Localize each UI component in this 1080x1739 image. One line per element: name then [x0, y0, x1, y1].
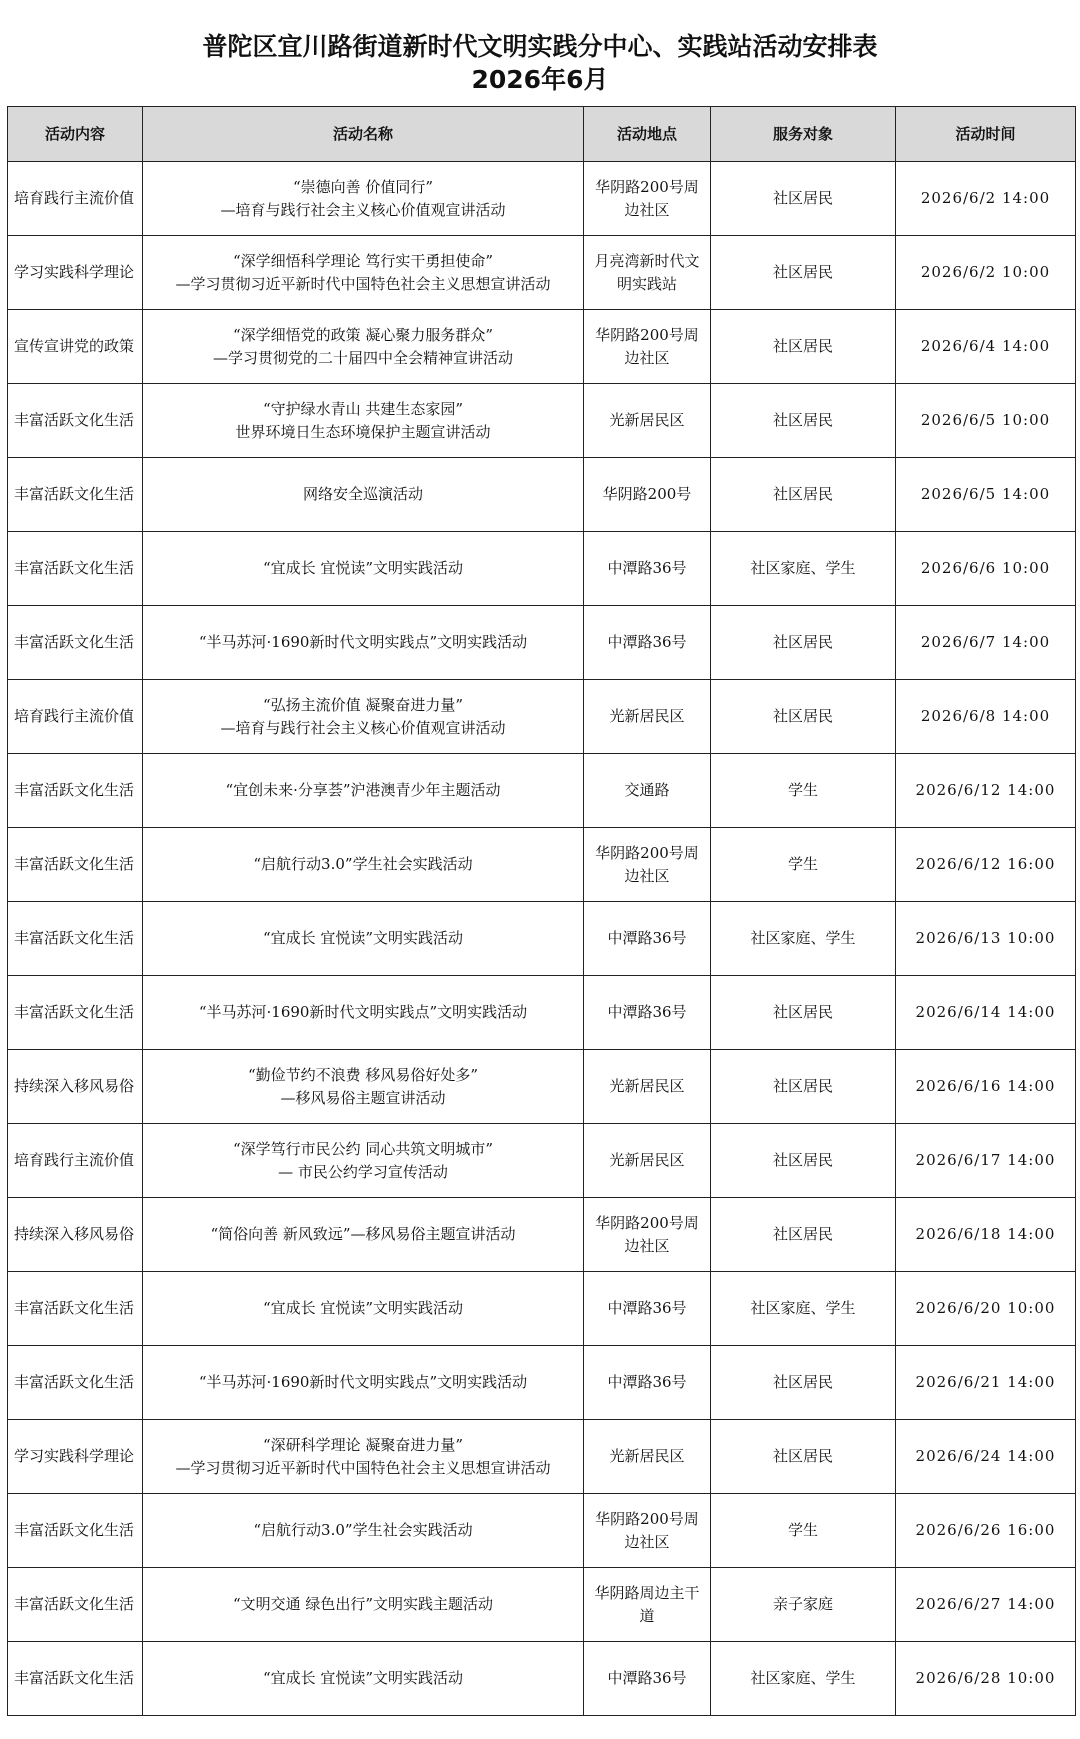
cell-service-target: 社区家庭、学生	[711, 902, 896, 976]
cell-activity-time: 2026/6/8 14:00	[896, 680, 1076, 754]
table-row	[8, 1050, 1076, 1124]
cell-activity-time: 2026/6/12 14:00	[896, 754, 1076, 828]
activity-name-line: “守护绿水青山 共建生态家园”	[262, 399, 464, 418]
activity-name-line: —学习贯彻党的二十届四中全会精神宣讲活动	[212, 348, 513, 367]
table-row	[8, 1272, 1076, 1346]
cell-activity-place: 华阴路200号周边社区	[584, 162, 711, 236]
cell-activity-name	[143, 1272, 584, 1346]
cell-activity-name	[143, 236, 584, 310]
cell-activity-time: 2026/6/7 14:00	[896, 606, 1076, 680]
cell-service-target: 社区居民	[711, 236, 896, 310]
cell-activity-place: 华阴路200号	[584, 458, 711, 532]
cell-activity-place: 中潭路36号	[584, 902, 711, 976]
activity-name-line: “宜创未来·分享荟”沪港澳青少年主题活动	[225, 781, 501, 799]
cell-activity-place: 华阴路200号周边社区	[584, 1198, 711, 1272]
activity-name-line: “半马苏河·1690新时代文明实践点”文明实践活动	[198, 1003, 528, 1021]
activity-name-line: “深学笃行市民公约 同心共筑文明城市”	[232, 1139, 494, 1158]
cell-activity-place: 中潭路36号	[584, 1272, 711, 1346]
cell-activity-content: 丰富活跃文化生活	[8, 1272, 143, 1346]
cell-activity-name	[143, 680, 584, 754]
document-subtitle-month: 2026年6月	[471, 65, 609, 94]
table-row	[8, 532, 1076, 606]
cell-service-target: 社区家庭、学生	[711, 1642, 896, 1716]
cell-activity-content: 丰富活跃文化生活	[8, 1494, 143, 1568]
activity-name-line: “启航行动3.0”学生社会实践活动	[253, 855, 473, 873]
cell-activity-content: 丰富活跃文化生活	[8, 384, 143, 458]
activity-name-line: “弘扬主流价值 凝聚奋进力量”	[262, 695, 464, 714]
cell-activity-content: 培育践行主流价值	[8, 162, 143, 236]
cell-activity-place: 中潭路36号	[584, 1346, 711, 1420]
cell-activity-name	[143, 976, 584, 1050]
cell-service-target: 社区居民	[711, 384, 896, 458]
table-row	[8, 754, 1076, 828]
cell-activity-name	[143, 1494, 584, 1568]
cell-activity-content: 丰富活跃文化生活	[8, 1642, 143, 1716]
activity-name-line: —学习贯彻习近平新时代中国特色社会主义思想宣讲活动	[175, 274, 551, 293]
cell-activity-place: 光新居民区	[584, 680, 711, 754]
cell-activity-place: 交通路	[584, 754, 711, 828]
table-row	[8, 1568, 1076, 1642]
activity-name-line: “宜成长 宜悦读”文明实践活动	[262, 1669, 464, 1687]
cell-activity-time: 2026/6/18 14:00	[896, 1198, 1076, 1272]
cell-activity-content: 丰富活跃文化生活	[8, 902, 143, 976]
cell-activity-time: 2026/6/21 14:00	[896, 1346, 1076, 1420]
activity-name-line: — 市民公约学习宣传活动	[278, 1162, 448, 1181]
cell-service-target: 社区家庭、学生	[711, 532, 896, 606]
table-header	[8, 107, 1076, 162]
table-row	[8, 1124, 1076, 1198]
cell-activity-time: 2026/6/27 14:00	[896, 1568, 1076, 1642]
cell-activity-place: 中潭路36号	[584, 976, 711, 1050]
cell-service-target: 学生	[711, 754, 896, 828]
cell-activity-time: 2026/6/24 14:00	[896, 1420, 1076, 1494]
activity-name-line: “宜成长 宜悦读”文明实践活动	[262, 1299, 464, 1317]
activity-name-line: —移风易俗主题宣讲活动	[280, 1088, 446, 1107]
activity-name-line: “半马苏河·1690新时代文明实践点”文明实践活动	[198, 633, 528, 651]
cell-service-target: 社区居民	[711, 162, 896, 236]
cell-activity-place: 光新居民区	[584, 1050, 711, 1124]
cell-activity-place: 中潭路36号	[584, 532, 711, 606]
cell-activity-time: 2026/6/16 14:00	[896, 1050, 1076, 1124]
cell-activity-content: 学习实践科学理论	[8, 1420, 143, 1494]
cell-activity-place: 中潭路36号	[584, 1642, 711, 1716]
cell-activity-place: 中潭路36号	[584, 606, 711, 680]
activity-name-line: “启航行动3.0”学生社会实践活动	[253, 1521, 473, 1539]
table-row	[8, 236, 1076, 310]
cell-activity-time: 2026/6/13 10:00	[896, 902, 1076, 976]
table-row	[8, 1642, 1076, 1716]
cell-service-target: 社区居民	[711, 458, 896, 532]
activity-name-line: —培育与践行社会主义核心价值观宣讲活动	[220, 718, 506, 737]
activity-name-line: “半马苏河·1690新时代文明实践点”文明实践活动	[198, 1373, 528, 1391]
cell-activity-content: 宣传宣讲党的政策	[8, 310, 143, 384]
cell-activity-name	[143, 310, 584, 384]
cell-activity-content: 丰富活跃文化生活	[8, 1346, 143, 1420]
cell-service-target: 学生	[711, 1494, 896, 1568]
activity-name-line: “宜成长 宜悦读”文明实践活动	[262, 929, 464, 947]
cell-activity-content: 持续深入移风易俗	[8, 1050, 143, 1124]
cell-activity-place: 光新居民区	[584, 1124, 711, 1198]
cell-activity-content: 丰富活跃文化生活	[8, 1568, 143, 1642]
cell-activity-content: 丰富活跃文化生活	[8, 606, 143, 680]
cell-activity-name	[143, 1198, 584, 1272]
cell-activity-name	[143, 754, 584, 828]
table-row	[8, 976, 1076, 1050]
document-title-block	[0, 30, 1080, 96]
cell-activity-name	[143, 1050, 584, 1124]
cell-activity-name	[143, 1568, 584, 1642]
cell-activity-name	[143, 1420, 584, 1494]
cell-activity-place: 月亮湾新时代文明实践站	[584, 236, 711, 310]
activity-schedule-table	[7, 106, 1076, 1716]
table-row	[8, 1346, 1076, 1420]
cell-activity-place: 光新居民区	[584, 384, 711, 458]
activity-name-line: “简俗向善 新风致远”—移风易俗主题宣讲活动	[210, 1225, 516, 1243]
activity-name-line: “宜成长 宜悦读”文明实践活动	[262, 559, 464, 577]
cell-activity-content: 丰富活跃文化生活	[8, 532, 143, 606]
column-header-name: 活动名称	[143, 107, 584, 162]
cell-activity-time: 2026/6/5 14:00	[896, 458, 1076, 532]
cell-activity-time: 2026/6/14 14:00	[896, 976, 1076, 1050]
activity-name-line: “崇德向善 价值同行”	[292, 177, 434, 196]
document-title: 普陀区宜川路街道新时代文明实践分中心、实践站活动安排表	[202, 32, 878, 61]
cell-service-target: 社区居民	[711, 310, 896, 384]
cell-activity-name	[143, 384, 584, 458]
cell-activity-content: 丰富活跃文化生活	[8, 828, 143, 902]
cell-activity-place: 华阴路200号周边社区	[584, 828, 711, 902]
cell-activity-content: 丰富活跃文化生活	[8, 976, 143, 1050]
cell-activity-time: 2026/6/20 10:00	[896, 1272, 1076, 1346]
cell-activity-place: 华阴路200号周边社区	[584, 1494, 711, 1568]
activity-name-line: “文明交通 绿色出行”文明实践主题活动	[232, 1595, 494, 1613]
cell-activity-time: 2026/6/17 14:00	[896, 1124, 1076, 1198]
table-row	[8, 606, 1076, 680]
cell-activity-time: 2026/6/4 14:00	[896, 310, 1076, 384]
column-header-place: 活动地点	[584, 107, 711, 162]
cell-service-target: 社区居民	[711, 1198, 896, 1272]
cell-activity-name	[143, 458, 584, 532]
table-row	[8, 384, 1076, 458]
cell-activity-content: 培育践行主流价值	[8, 1124, 143, 1198]
cell-activity-place: 光新居民区	[584, 1420, 711, 1494]
cell-activity-name	[143, 606, 584, 680]
table-row	[8, 1494, 1076, 1568]
cell-activity-time: 2026/6/12 16:00	[896, 828, 1076, 902]
cell-service-target: 社区居民	[711, 1050, 896, 1124]
table-row	[8, 1420, 1076, 1494]
table-body	[8, 162, 1076, 1716]
table-row	[8, 680, 1076, 754]
cell-activity-content: 学习实践科学理论	[8, 236, 143, 310]
cell-activity-content: 丰富活跃文化生活	[8, 458, 143, 532]
table-row	[8, 162, 1076, 236]
activity-name-line: —学习贯彻习近平新时代中国特色社会主义思想宣讲活动	[175, 1458, 551, 1477]
cell-activity-place: 华阴路周边主干道	[584, 1568, 711, 1642]
cell-service-target: 社区居民	[711, 1420, 896, 1494]
cell-activity-name	[143, 828, 584, 902]
cell-activity-name	[143, 1346, 584, 1420]
cell-activity-time: 2026/6/5 10:00	[896, 384, 1076, 458]
table-row	[8, 1198, 1076, 1272]
cell-activity-name	[143, 1642, 584, 1716]
column-header-target: 服务对象	[711, 107, 896, 162]
cell-service-target: 社区居民	[711, 606, 896, 680]
column-header-content: 活动内容	[8, 107, 143, 162]
activity-name-line: 网络安全巡演活动	[302, 485, 423, 503]
cell-activity-time: 2026/6/2 14:00	[896, 162, 1076, 236]
activity-name-line: “勤俭节约不浪费 移风易俗好处多”	[247, 1065, 479, 1084]
cell-activity-time: 2026/6/6 10:00	[896, 532, 1076, 606]
cell-activity-name	[143, 902, 584, 976]
cell-service-target: 学生	[711, 828, 896, 902]
cell-activity-name	[143, 162, 584, 236]
activity-name-line: “深研科学理论 凝聚奋进力量”	[262, 1435, 464, 1454]
cell-activity-time: 2026/6/2 10:00	[896, 236, 1076, 310]
activity-name-line: “深学细悟科学理论 笃行实干勇担使命”	[232, 251, 494, 270]
cell-activity-content: 丰富活跃文化生活	[8, 754, 143, 828]
activity-name-line: 世界环境日生态环境保护主题宣讲活动	[235, 422, 491, 441]
table-row	[8, 902, 1076, 976]
cell-service-target: 亲子家庭	[711, 1568, 896, 1642]
cell-service-target: 社区居民	[711, 1124, 896, 1198]
activity-name-line: “深学细悟党的政策 凝心聚力服务群众”	[232, 325, 494, 344]
cell-service-target: 社区家庭、学生	[711, 1272, 896, 1346]
column-header-time: 活动时间	[896, 107, 1076, 162]
cell-service-target: 社区居民	[711, 680, 896, 754]
cell-service-target: 社区居民	[711, 976, 896, 1050]
cell-activity-place: 华阴路200号周边社区	[584, 310, 711, 384]
table-header-row	[8, 107, 1076, 162]
table-row	[8, 310, 1076, 384]
table-row	[8, 458, 1076, 532]
cell-activity-content: 培育践行主流价值	[8, 680, 143, 754]
cell-activity-time: 2026/6/28 10:00	[896, 1642, 1076, 1716]
cell-activity-content: 持续深入移风易俗	[8, 1198, 143, 1272]
table-row	[8, 828, 1076, 902]
cell-service-target: 社区居民	[711, 1346, 896, 1420]
cell-activity-time: 2026/6/26 16:00	[896, 1494, 1076, 1568]
activity-name-line: —培育与践行社会主义核心价值观宣讲活动	[220, 200, 506, 219]
cell-activity-name	[143, 532, 584, 606]
cell-activity-name	[143, 1124, 584, 1198]
